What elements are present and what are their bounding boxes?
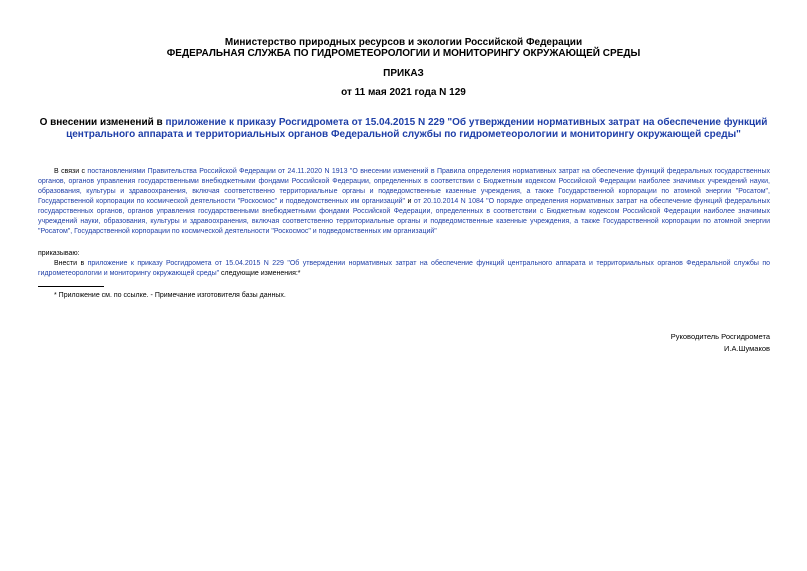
amend-paragraph (38, 259, 770, 279)
basis-mid: и (405, 198, 414, 205)
signatory-position: Руководитель Росгидромета (670, 332, 770, 341)
basis-prefix: В связи с (54, 168, 88, 175)
order-word: приказываю: (38, 250, 80, 257)
subject-link[interactable]: приложение к приказу Росгидромета от 15.04.2015 N 229 "Об утверждении нормативных затрат на обеспечение функций центрального аппарата и территориальных органов Федеральной службы по гидрометеорологии и мониторингу окружающей среды" (66, 117, 768, 140)
document-subject (20, 117, 787, 141)
signatory-name: И.А.Шумаков (724, 344, 770, 353)
amend-suffix: следующие изменения:* (219, 270, 301, 277)
service-name: ФЕДЕРАЛЬНАЯ СЛУЖБА ПО ГИДРОМЕТЕОРОЛОГИИ И МОНИТОРИНГУ ОКРУЖАЮЩЕЙ СРЕДЫ (166, 48, 641, 59)
subject-prefix: О внесении изменений в (39, 117, 166, 128)
footnote: * Приложение см. по ссылке. - Примечание изготовителя базы данных. (54, 292, 286, 299)
amend-prefix: Внести в (54, 260, 88, 267)
footnote-divider (38, 286, 104, 287)
amend-link[interactable]: приложение к приказу Росгидромета от 15.04.2015 N 229 "Об утверждении нормативных затрат на обеспечение функций центрального аппарата и территориальных органов Федеральной службы по гидрометеорологии и мониторингу окружающей среды" (38, 260, 771, 277)
basis-paragraph (38, 167, 770, 237)
basis-link-1084[interactable]: от 20.10.2014 N 1084 "О порядке определения нормативных затрат на обеспечение функций федеральных государственных органов, органов управления государственными внебюджетными фондами Российской Федерации, определенных в соответствии с Бюджетным кодексом Российской Федерации наиболее значимых учреждений науки, образования, культуры и здравоохранения, включая соответственно территориальные органы и подведомственные казенные учреждения, а также Государственной корпорации по атомной энергии "Росатом", Государственной корпорации по космической деятельности "Роскосмос" и подведомственных им организаций" (38, 198, 771, 235)
document-date-number: от 11 мая 2021 года N 129 (341, 87, 466, 98)
basis-link-1913[interactable]: постановлениями Правительства Российской Федерации от 24.11.2020 N 1913 "О внесении изменений в Правила определения нормативных затрат на обеспечение функций федеральных государственных органов, органов управления государственными внебюджетными фондами Российской Федерации, определенных в соответствии с Бюджетным кодексом Российской Федерации наиболее значимых учреждений науки, образования, культуры и здравоохранения, включая соответственно территориальные органы и подведомственные казенные учреждения, а также Государственной корпорации по атомной энергии "Росатом", Государственной корпорации по космической деятельности "Роскосмос" и подведомственных им организаций" (38, 168, 770, 205)
ministry-name: Министерство природных ресурсов и экологии Российской Федерации (224, 37, 583, 48)
document-type: ПРИКАЗ (383, 68, 424, 79)
